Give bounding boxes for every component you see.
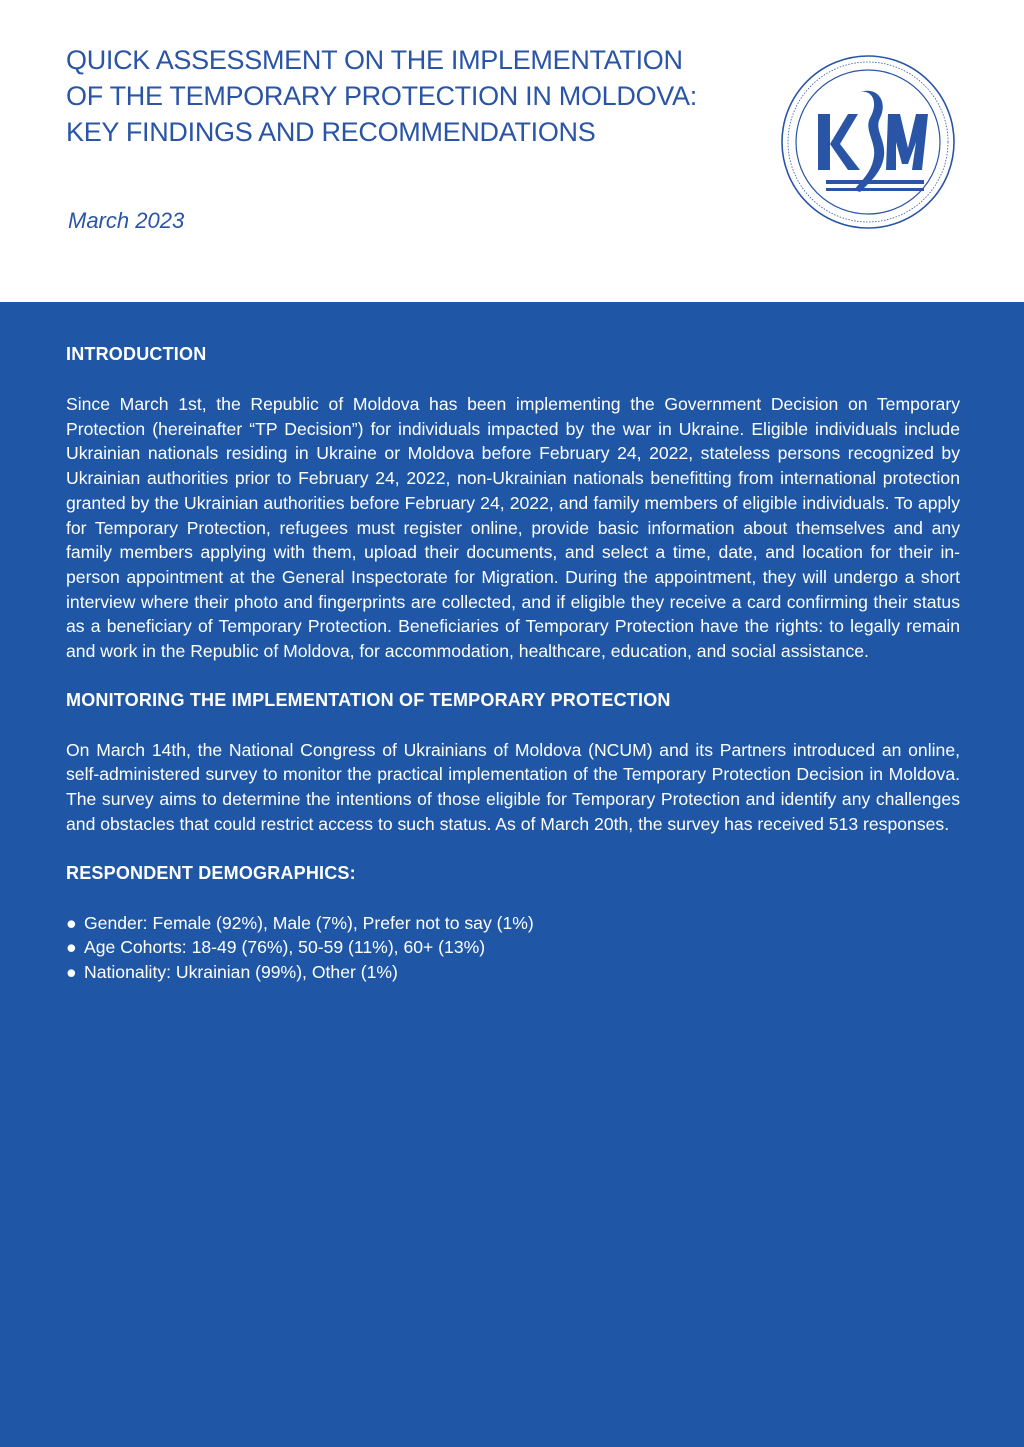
introduction-heading: INTRODUCTION — [66, 344, 207, 364]
title-line: OF THE TEMPORARY PROTECTION IN MOLDOVA: — [66, 81, 697, 111]
list-item — [66, 911, 960, 936]
demographic-gender: Gender: Female (92%), Male (7%), Prefer not to say (1%) — [84, 912, 534, 933]
monitoring-paragraph: On March 14th, the National Congress of Ukrainians of Moldova (NCUM) and its Partners introduced an online, self-administered survey to monitor the practical implementation of the Temporary Protection Decision in Moldova. The survey aims to determine the intentions of those eligible for Temporary Protection and identify any challenges and obstacles that could restrict access to such status. As of March 20th, the survey has received 513 responses. — [66, 739, 960, 834]
demographic-age: Age Cohorts: 18-49 (76%), 50-59 (11%), 60+ (13%) — [84, 937, 486, 958]
document-date: March 2023 — [68, 208, 185, 233]
document-title — [66, 42, 706, 150]
ncum-emblem-logo-icon — [778, 52, 958, 232]
page-header — [0, 0, 1024, 302]
content-body — [66, 342, 960, 985]
demographics-heading: RESPONDENT DEMOGRAPHICS: — [66, 862, 356, 883]
content-panel — [0, 302, 1024, 1447]
title-line: KEY FINDINGS AND RECOMMENDATIONS — [66, 117, 596, 147]
list-item — [66, 960, 960, 985]
bullet-icon: ● — [66, 961, 77, 982]
introduction-paragraph: Since March 1st, the Republic of Moldova has been implementing the Government Decision on Temporary Protection (hereinafter “TP Decision”) for individuals impacted by the war in Ukraine. Eligible individuals include Ukrainian nationals residing in Ukraine or Moldova before February 24, 2022, stateless persons recognized by Ukrainian authorities prior to February 24, 2022, non-Ukrainian nationals benefitting from international protection granted by the Ukrainian authorities before February 24, 2022, and family members of eligible individuals. To apply for Temporary Protection, refugees must register online, provide basic information about themselves and any family members applying with them, upload their documents, and select a time, date, and location for their in-person appointment at the General Inspectorate for Migration. During the appointment, they will undergo a short interview where their photo and fingerprints are collected, and if eligible they receive a card confirming their status as a beneficiary of Temporary Protection. Beneficiaries of Temporary Protection have the rights: to legally remain and work in the Republic of Moldova, for accommodation, healthcare, education, and social assistance. — [66, 394, 960, 662]
demographics-list — [66, 911, 960, 985]
bullet-icon: ● — [66, 937, 77, 958]
demographic-nationality: Nationality: Ukrainian (99%), Other (1%) — [84, 961, 398, 982]
bullet-icon: ● — [66, 912, 77, 933]
title-line: QUICK ASSESSMENT ON THE IMPLEMENTATION — [66, 45, 683, 75]
list-item — [66, 935, 960, 960]
monitoring-heading: MONITORING THE IMPLEMENTATION OF TEMPORARY PROTECTION — [66, 689, 671, 710]
